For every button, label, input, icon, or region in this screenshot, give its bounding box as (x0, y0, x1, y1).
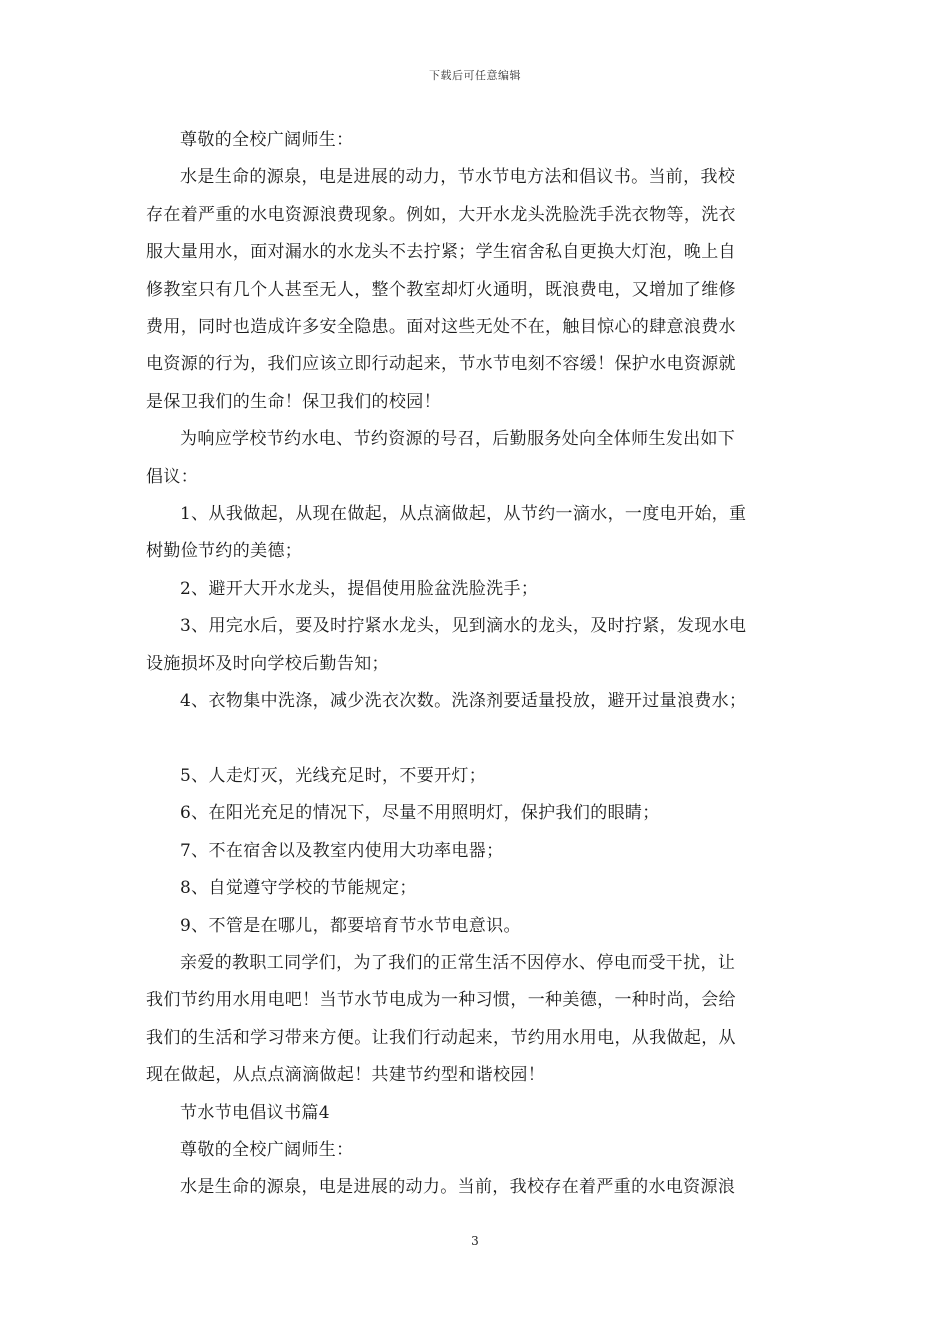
intro-paragraph-line: 是保卫我们的生命！保卫我们的校园！ (146, 391, 441, 412)
list-item-9: 9、不管是在哪儿，都要培育节水节电意识。 (180, 915, 521, 936)
intro-paragraph-line: 存在着严重的水电资源浪费现象。例如，大开水龙头洗脸洗手洗衣物等，洗衣 (146, 204, 736, 225)
list-item-4: 4、衣物集中洗涤，减少洗衣次数。洗涤剂要适量投放，避开过量浪费水； (180, 691, 747, 712)
closing-paragraph-line: 我们节约用水用电吧！当节水节电成为一种习惯，一种美德，一种时尚，会给 (146, 990, 736, 1011)
list-item-2: 2、避开大开水龙头，提倡使用脸盆洗脸洗手； (180, 578, 539, 599)
last-paragraph-line: 水是生命的源泉，电是进展的动力。当前，我校存在着严重的水电资源浪 (180, 1177, 736, 1198)
intro-paragraph-line: 费用，同时也造成许多安全隐患。面对这些无处不在，触目惊心的肆意浪费水 (146, 317, 736, 338)
document-body (146, 122, 806, 1207)
call-paragraph-line: 倡议： (146, 466, 199, 487)
intro-paragraph-line: 电资源的行为，我们应该立即行动起来，节水节电刻不容缓！保护水电资源就 (146, 354, 736, 375)
list-item-7: 7、不在宿舍以及教室内使用大功率电器； (180, 840, 504, 861)
salutation: 尊敬的全校广阔师生： (180, 130, 354, 150)
header-note: 下载后可任意编辑 (429, 69, 521, 82)
call-paragraph-line: 为响应学校节约水电、节约资源的号召，后勤服务处向全体师生发出如下 (180, 429, 736, 450)
intro-paragraph-line: 修教室只有几个人甚至无人，整个教室却灯火通明，既浪费电，又增加了维修 (146, 279, 736, 300)
section-title: 节水节电倡议书篇4 (180, 1102, 330, 1123)
intro-paragraph-line: 服大量用水，面对漏水的水龙头不去拧紧；学生宿舍私自更换大灯泡，晚上自 (146, 242, 736, 263)
closing-paragraph-line: 我们的生活和学习带来方便。让我们行动起来，节约用水用电，从我做起，从 (146, 1027, 736, 1048)
list-item-3: 3、用完水后，要及时拧紧水龙头，见到滴水的龙头，及时拧紧，发现水电 (180, 616, 747, 637)
closing-paragraph-line: 亲爱的教职工同学们，为了我们的正常生活不因停水、停电而受干扰，让 (180, 952, 736, 973)
closing-paragraph-line: 现在做起，从点点滴滴做起！共建节约型和谐校园！ (146, 1065, 546, 1086)
blank-line (146, 721, 806, 758)
list-item-6: 6、在阳光充足的情况下，尽量不用照明灯，保护我们的眼睛； (180, 803, 660, 824)
list-item-1-continued: 树勤俭节约的美德； (146, 541, 303, 562)
list-item-5: 5、人走灯灭，光线充足时，不要开灯； (180, 765, 487, 786)
page-number: 3 (471, 1234, 479, 1248)
list-item-8: 8、自觉遵守学校的节能规定； (180, 878, 417, 899)
intro-paragraph-line: 水是生命的源泉，电是进展的动力，节水节电方法和倡议书。当前，我校 (180, 167, 736, 188)
salutation: 尊敬的全校广阔师生： (180, 1139, 354, 1160)
list-item-1: 1、从我做起，从现在做起，从点滴做起，从节约一滴水，一度电开始，重 (180, 504, 747, 525)
list-item-3-continued: 设施损坏及时向学校后勤告知； (146, 653, 389, 674)
